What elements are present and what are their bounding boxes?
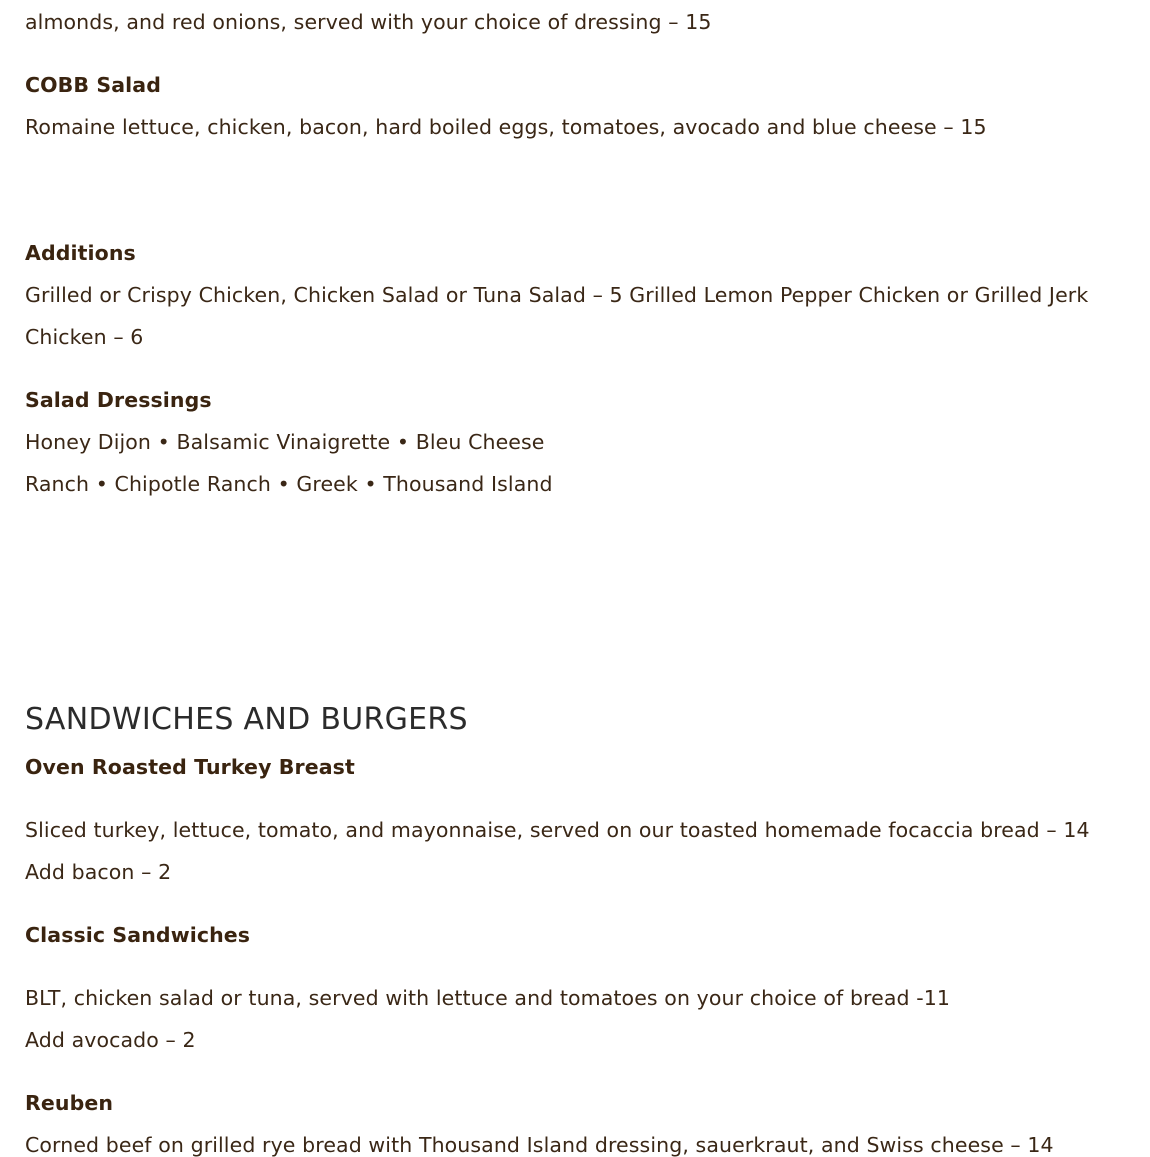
salad-dressings-line-1: Honey Dijon • Balsamic Vinaigrette • Bleu Cheese <box>25 430 545 454</box>
sandwiches-section-title: SANDWICHES AND BURGERS <box>25 702 468 737</box>
turkey-addon: Add bacon – 2 <box>25 860 172 884</box>
cobb-salad-title: COBB Salad <box>25 73 161 97</box>
cobb-salad-description: Romaine lettuce, chicken, bacon, hard boiled eggs, tomatoes, avocado and blue cheese – 15 <box>25 115 987 139</box>
salad-dressings-title: Salad Dressings <box>25 388 212 412</box>
turkey-description: Sliced turkey, lettuce, tomato, and mayonnaise, served on our toasted homemade focaccia bread – 14 <box>25 818 1090 842</box>
turkey-title: Oven Roasted Turkey Breast <box>25 755 355 779</box>
additions-line-1: Grilled or Crispy Chicken, Chicken Salad or Tuna Salad – 5 Grilled Lemon Pepper Chicken or Grilled Jerk <box>25 283 1089 307</box>
salad-description-continued: almonds, and red onions, served with your choice of dressing – 15 <box>25 10 712 34</box>
reuben-description: Corned beef on grilled rye bread with Thousand Island dressing, sauerkraut, and Swiss cheese – 14 <box>25 1133 1054 1157</box>
reuben-title: Reuben <box>25 1091 114 1115</box>
classic-sandwiches-title: Classic Sandwiches <box>25 923 251 947</box>
salad-dressings-line-2: Ranch • Chipotle Ranch • Greek • Thousand Island <box>25 472 553 496</box>
additions-title: Additions <box>25 241 136 265</box>
classic-sandwiches-addon: Add avocado – 2 <box>25 1028 196 1052</box>
additions-line-2: Chicken – 6 <box>25 325 144 349</box>
classic-sandwiches-description: BLT, chicken salad or tuna, served with lettuce and tomatoes on your choice of bread -11 <box>25 986 951 1010</box>
